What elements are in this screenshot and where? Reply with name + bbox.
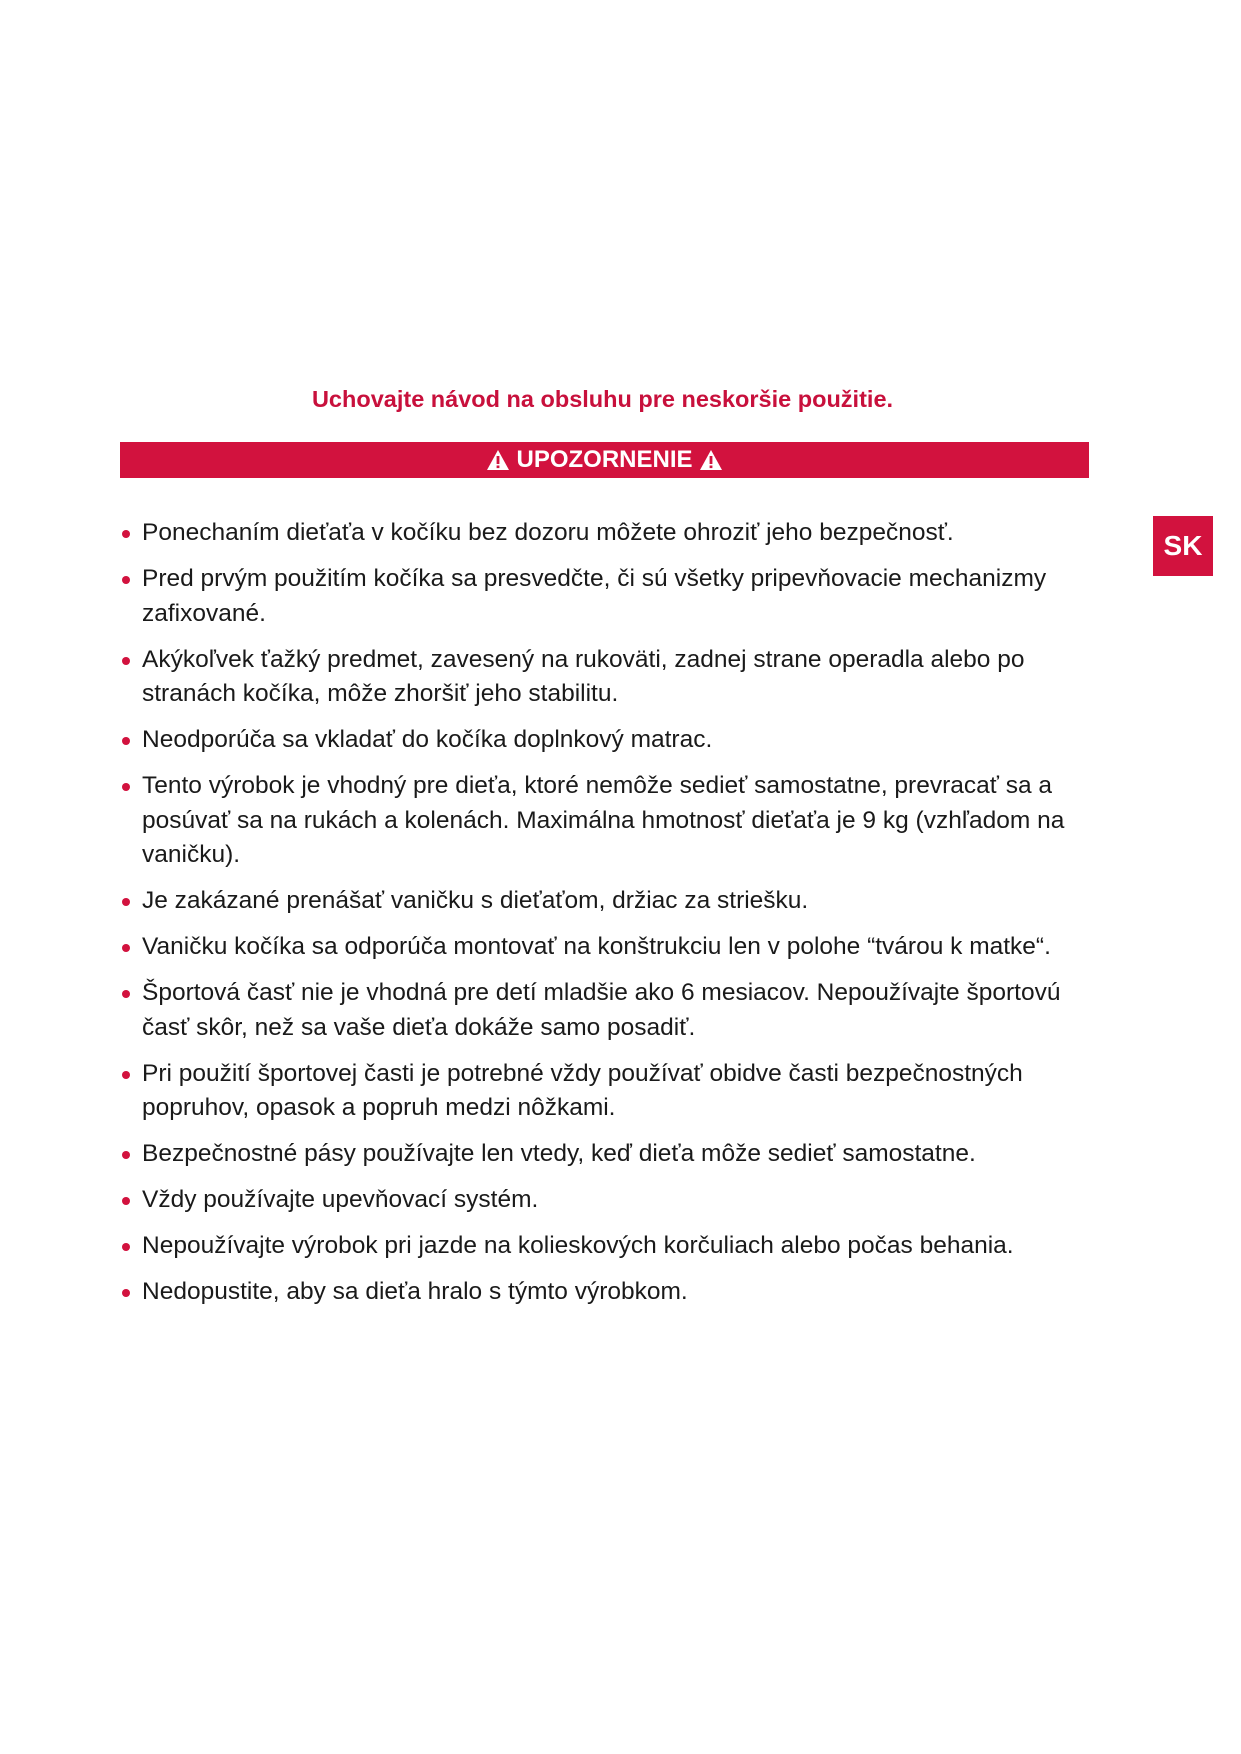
- list-item-text: Pred prvým použitím kočíka sa presvedčte, či sú všetky pripevňovacie mechanizmy zafixované.: [142, 565, 1047, 627]
- list-item: [120, 1137, 1100, 1172]
- bullet-icon: [122, 1071, 130, 1079]
- list-item-text: Nepoužívajte výrobok pri jazde na kolieskových korčuliach alebo počas behania.: [142, 1232, 1014, 1259]
- bullet-icon: [122, 530, 130, 538]
- manual-keep-notice: Uchovajte návod na obsluhu pre neskoršie použitie.: [311, 386, 894, 412]
- list-item: [120, 1275, 1100, 1310]
- list-item: [120, 643, 1100, 712]
- bullet-icon: [122, 737, 130, 745]
- list-item: [120, 930, 1100, 965]
- list-item: [120, 976, 1100, 1045]
- warning-triangle-icon: [699, 449, 723, 471]
- bullet-icon: [122, 1243, 130, 1251]
- list-item: [120, 1057, 1100, 1126]
- list-item-text: Vždy používajte upevňovací systém.: [142, 1186, 539, 1213]
- warning-title: UPOZORNENIE: [516, 446, 693, 473]
- list-item-text: Je zakázané prenášať vaničku s dieťaťom, držiac za striešku.: [142, 887, 809, 914]
- list-item-text: Športová časť nie je vhodná pre detí mladšie ako 6 mesiacov. Nepoužívajte športovú časť skôr, než sa vaše dieťa dokáže samo posadiť.: [142, 979, 1061, 1041]
- warning-banner: [120, 442, 1089, 478]
- list-item: [120, 1183, 1100, 1218]
- language-tab: SK: [1153, 516, 1213, 576]
- warning-list: [120, 516, 1100, 1321]
- bullet-icon: [122, 1289, 130, 1297]
- bullet-icon: [122, 576, 130, 584]
- bullet-icon: [122, 990, 130, 998]
- list-item-text: Akýkoľvek ťažký predmet, zavesený na rukoväti, zadnej strane operadla alebo po stranách kočíka, môže zhoršiť jeho stabilitu.: [142, 645, 1025, 707]
- list-item-text: Vaničku kočíka sa odporúča montovať na konštrukciu len v polohe “tvárou k matke“.: [142, 933, 1051, 960]
- list-item-text: Tento výrobok je vhodný pre dieťa, ktoré nemôže sedieť samostatne, prevracať sa a posúvať sa na rukách a kolenách. Maximálna hmotnosť dieťaťa je 9 kg (vzhľadom na vaničku).: [142, 772, 1065, 868]
- bullet-icon: [122, 1197, 130, 1205]
- list-item: [120, 884, 1100, 919]
- list-item: [120, 769, 1100, 873]
- list-item: [120, 562, 1100, 631]
- bullet-icon: [122, 657, 130, 665]
- list-item: [120, 723, 1100, 758]
- bullet-icon: [122, 783, 130, 791]
- bullet-icon: [122, 1151, 130, 1159]
- list-item: [120, 1229, 1100, 1264]
- list-item-text: Nedopustite, aby sa dieťa hralo s týmto výrobkom.: [142, 1278, 688, 1305]
- list-item-text: Bezpečnostné pásy používajte len vtedy, keď dieťa môže sedieť samostatne.: [142, 1140, 976, 1167]
- list-item-text: Neodporúča sa vkladať do kočíka doplnkový matrac.: [142, 726, 713, 753]
- list-item: [120, 516, 1100, 551]
- list-item-text: Pri použití športovej časti je potrebné vždy používať obidve časti bezpečnostných popruhov, opasok a popruh medzi nôžkami.: [142, 1059, 1023, 1121]
- list-item-text: Ponechaním dieťaťa v kočíku bez dozoru môžete ohroziť jeho bezpečnosť.: [142, 519, 954, 546]
- bullet-icon: [122, 944, 130, 952]
- warning-triangle-icon: [486, 449, 510, 471]
- bullet-icon: [122, 898, 130, 906]
